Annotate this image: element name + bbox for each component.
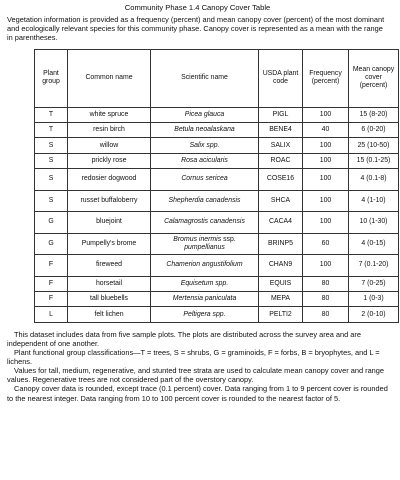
cell-cover: 6 (0-20) [349,123,399,138]
cell-group: G [35,212,68,234]
cell-code: BRINP5 [259,233,303,255]
cell-scientific: Shepherdia canadensis [151,190,259,212]
cell-code: CACA4 [259,212,303,234]
table-row [35,169,399,191]
cell-common: fireweed [68,255,151,277]
cell-cover: 4 (1-10) [349,190,399,212]
cell-cover: 25 (10-50) [349,138,399,153]
table-row [35,233,399,255]
cell-frequency: 100 [303,169,349,191]
cell-code: COSE16 [259,169,303,191]
cell-group: F [35,255,68,277]
table-row [35,107,399,122]
cell-scientific: Salix spp. [151,138,259,153]
cell-cover: 4 (0.1-8) [349,169,399,191]
cell-common: bluejoint [68,212,151,234]
cell-group: T [35,107,68,122]
cell-cover: 4 (0-15) [349,233,399,255]
cell-common: white spruce [68,107,151,122]
cell-common: willow [68,138,151,153]
cell-group: S [35,169,68,191]
cell-common: tall bluebells [68,292,151,307]
cell-cover: 7 (0-25) [349,276,399,291]
cell-scientific: Rosa acicularis [151,153,259,168]
header-plant-group: Plant group [35,49,68,107]
cell-group: G [35,233,68,255]
cell-code: MEPA [259,292,303,307]
cell-frequency: 40 [303,123,349,138]
cell-common: prickly rose [68,153,151,168]
cell-cover: 10 (1-30) [349,212,399,234]
cell-group: F [35,292,68,307]
cell-scientific: Picea glauca [151,107,259,122]
cell-frequency: 80 [303,307,349,322]
cell-scientific: Calamagrostis canadensis [151,212,259,234]
cell-group: S [35,153,68,168]
cell-code: PELTI2 [259,307,303,322]
table-row [35,307,399,322]
note-paragraph: Values for tall, medium, regenerative, and stunted tree strata are used to calculate mean canopy cover and range values. Regenerative trees are not considered part of the overstory canopy. [7,366,385,385]
header-scientific-name: Scientific name [151,49,259,107]
cell-frequency: 100 [303,255,349,277]
cell-frequency: 100 [303,190,349,212]
cell-group: S [35,190,68,212]
cell-frequency: 100 [303,153,349,168]
cell-group: F [35,276,68,291]
cell-common: redosier dogwood [68,169,151,191]
canopy-cover-table [34,49,399,323]
cell-code: ROAC [259,153,303,168]
note-paragraph: Canopy cover data is rounded, except trace (0.1 percent) cover. Data ranging from 1 to 9 percent cover is rounded to the nearest integer. Data ranging from 10 to 100 percent cover is rounded to the nearest factor of 5. [7,384,388,403]
cell-code: EQUIS [259,276,303,291]
cell-scientific: Chamerion angustifolium [151,255,259,277]
cell-code: SHCA [259,190,303,212]
note-paragraph: Plant functional group classifications—T = trees, S = shrubs, G = graminoids, F = forbs, B = bryophytes, and L = lichens. [7,348,380,367]
cell-code: PIGL [259,107,303,122]
cell-code: BENE4 [259,123,303,138]
cell-common: resin birch [68,123,151,138]
cell-frequency: 80 [303,276,349,291]
cell-scientific: Peltigera spp. [151,307,259,322]
header-usda-code: USDA plant code [259,49,303,107]
header-frequency: Frequency (percent) [303,49,349,107]
cell-frequency: 60 [303,233,349,255]
table-row [35,190,399,212]
cell-code: CHAN9 [259,255,303,277]
cell-frequency: 100 [303,212,349,234]
table-notes [7,330,388,403]
page-title: Community Phase 1.4 Canopy Cover Table [124,3,271,12]
table-row [35,292,399,307]
cell-frequency: 100 [303,107,349,122]
cell-scientific: Equisetum spp. [151,276,259,291]
cell-group: S [35,138,68,153]
table-row [35,123,399,138]
table-row [35,255,399,277]
cell-group: L [35,307,68,322]
table-row [35,276,399,291]
cell-common: russet buffaloberry [68,190,151,212]
cell-scientific: Betula neoalaskana [151,123,259,138]
header-canopy-cover: Mean canopy cover (percent) [349,49,399,107]
cell-scientific [151,233,259,255]
scientific-genus-species: Bromus inermis [173,235,222,243]
table-row [35,212,399,234]
cell-frequency: 80 [303,292,349,307]
cell-cover: 1 (0-3) [349,292,399,307]
intro-paragraph: Vegetation information is provided as a frequency (percent) and mean canopy cover (percent) of the most dominant and ecologically relevant species for this community phase. Canopy cover is represented as a mean with the range in parentheses. [7,15,385,43]
note-paragraph: This dataset includes data from five sample plots. The plots are distributed across the survey area and are independent of one another. [7,329,361,348]
table-row [35,153,399,168]
cell-frequency: 100 [303,138,349,153]
cell-cover: 2 (0-10) [349,307,399,322]
cell-group: T [35,123,68,138]
cell-scientific: Mertensia paniculata [151,292,259,307]
cell-cover: 7 (0.1-20) [349,255,399,277]
cell-common: horsetail [68,276,151,291]
header-common-name: Common name [68,49,151,107]
scientific-rank: ssp. [223,235,236,243]
cell-code: SALIX [259,138,303,153]
table-header-row [35,49,399,107]
cell-common: Pumpelly's brome [68,233,151,255]
cell-cover: 15 (8-20) [349,107,399,122]
table-row [35,138,399,153]
cell-common: felt lichen [68,307,151,322]
cell-scientific: Cornus sericea [151,169,259,191]
cell-cover: 15 (0.1-25) [349,153,399,168]
scientific-subspecies: pumpellianus [184,243,225,251]
